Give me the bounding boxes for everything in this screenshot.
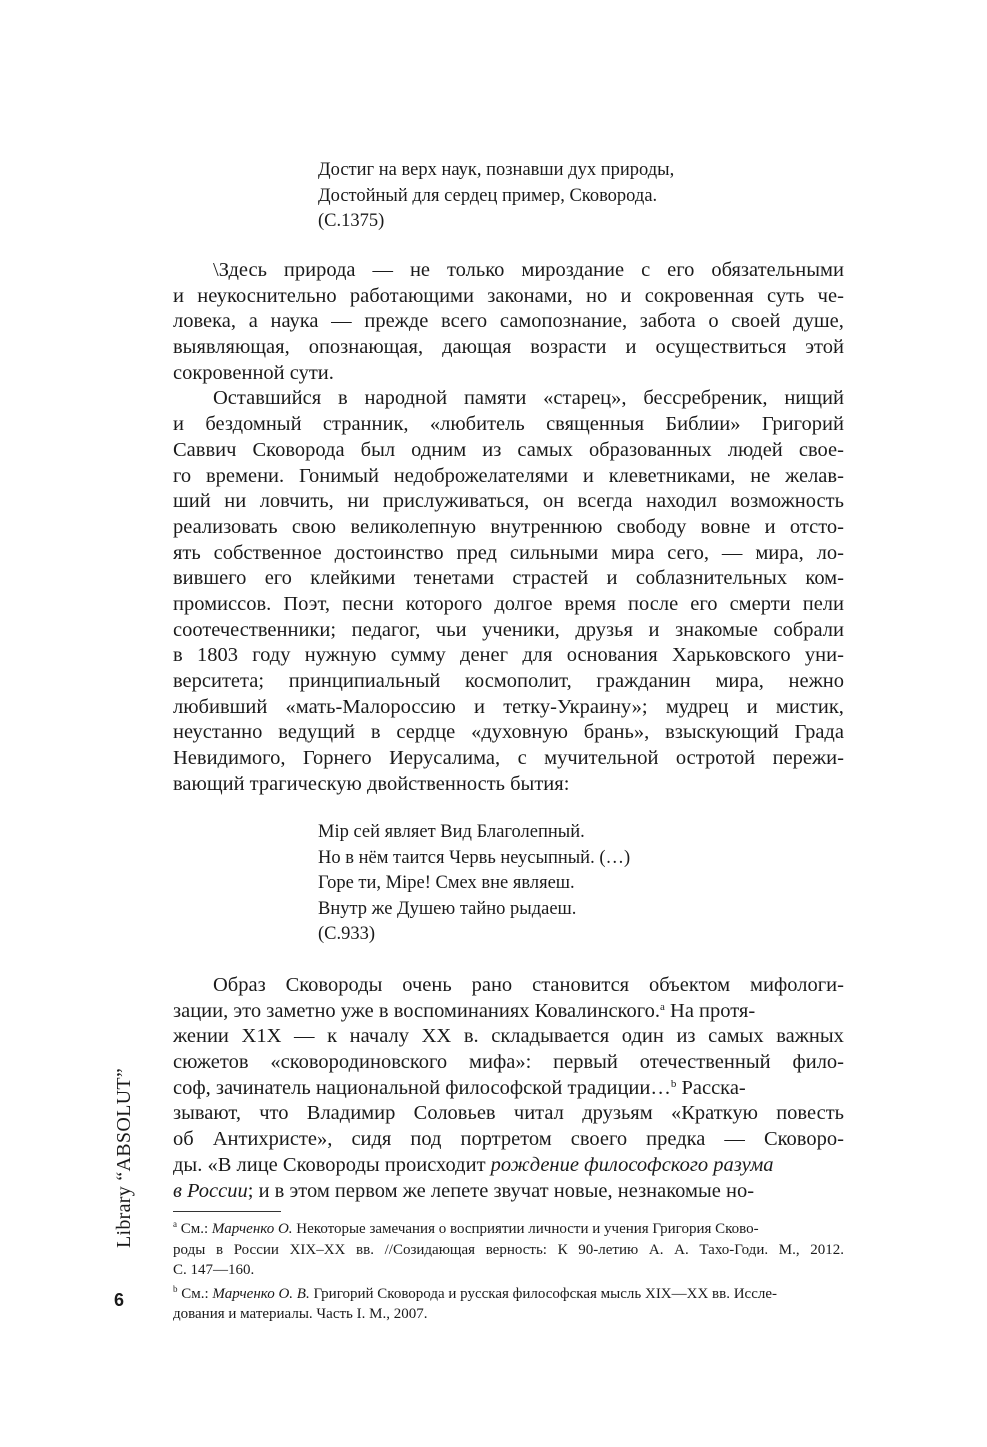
verse-line: Достиг на верх наук, познавши дух природы, <box>318 160 675 180</box>
body-text-block-1 <box>173 258 844 797</box>
paragraph-line: соотечественники; педагог, чьи ученики, друзья и знакомые собрали <box>173 618 844 641</box>
verse-citation: (С.1375) <box>318 211 385 231</box>
paragraph-line: верситета; принципиальный космополит, гражданин мира, нежно <box>173 670 844 692</box>
paragraph-line: и неукоснительно работающими законами, но и сокровенная суть че- <box>173 284 844 307</box>
paragraph-line: выявляющая, опознающая, дающая возрасти и осуществиться этой <box>173 336 844 359</box>
footnote-author: Марченко О. <box>211 1221 293 1237</box>
verse-line: Мір сей являет Вид Благолепный. <box>318 822 585 842</box>
footnote-ref-a[interactable]: a <box>660 1000 665 1013</box>
paragraph-line: Саввич Сковорода был одним из самых образованных людей свое- <box>173 438 844 461</box>
paragraph-line: промиссов. Поэт, песни которого долгое время после его смерти пели <box>173 592 844 615</box>
verse-line: Внутр же Душею тайно рыдаеш. <box>318 898 577 919</box>
footnote-author: Марченко О. В. <box>212 1285 310 1302</box>
paragraph-line: ловека, а наука — прежде всего самопознание, забота о своей душе, <box>173 310 844 333</box>
footnote-marker-a: a <box>173 1219 177 1230</box>
paragraph-line: зывают, что Владимир Соловьев читал друзьям «Краткую повесть <box>173 1102 844 1125</box>
verse-block-1 <box>318 158 674 235</box>
footnote-a-line: роды в России XIX–XX вв. //Созидающая верность: К 90-летию А. А. Тахо-Годи. М., 2012. <box>173 1241 844 1258</box>
paragraph-line: об Антихристе», сидя под портретом своего предка — Сковоро- <box>173 1128 844 1151</box>
verse-block-2 <box>318 820 630 948</box>
paragraph-line: и бездомный странник, «любитель священныя Библии» Григорий <box>173 413 844 436</box>
italic-phrase: в России <box>173 1179 248 1202</box>
paragraph-line: вающий трагическую двойственность бытия: <box>173 772 570 795</box>
footnote-b-line: $^b$ См.: Марченко О. В. Григорий Сковорода и русская философская мысль XIX—XX вв. Иссле- <box>173 1283 778 1302</box>
paragraph-line: \Здесь природа — не только мироздание с его обязательными <box>213 259 844 281</box>
paragraph-line: реализовать свою великолепную внутреннюю свободу вовне и отсто- <box>173 515 844 538</box>
paragraph-line: зации, это заметно уже в воспоминаниях Ковалинского.$^a$ На протя- <box>173 999 756 1022</box>
page-number: 6 <box>114 1290 125 1310</box>
verse-line: Достойный для сердец пример, Сковорода. <box>318 185 658 206</box>
footnote-b-line: дования и материалы. Часть I. М., 2007. <box>173 1306 428 1322</box>
paragraph-line: сокровенной сути. <box>173 361 334 384</box>
verse-citation: (С.933) <box>318 924 376 944</box>
paragraph-line: ший ни ловчить, ни прислуживаться, он всегда находил возможность <box>173 490 844 513</box>
body-text-block-2 <box>173 973 844 1204</box>
verse-line: Горе ти, Міре! Смех вне являеш. <box>318 873 575 893</box>
paragraph-line: соф, зачинатель национальной философской традиции…$^b$ Расска- <box>173 1076 746 1099</box>
paragraph-line: любивший «мать-Малороссию и тетку-Украину»; мудрец и мистик, <box>173 695 844 718</box>
paragraph-line: го времени. Гонимый недоброжелателями и клеветниками, не желав- <box>173 464 844 487</box>
paragraph-line: в России; и в этом первом же лепете звучат новые, незнакомые но- <box>173 1179 755 1202</box>
paragraph-line: вившего его клейкими тенетами страстей и соблазнительных ком- <box>173 567 844 590</box>
paragraph-line: Оставшийся в народной памяти «старец», бессребреник, нищий <box>213 387 844 410</box>
footnotes <box>173 1219 844 1325</box>
series-label: Library “ABSOLUT” <box>113 1067 135 1248</box>
footnote-ref-b[interactable]: b <box>670 1077 677 1090</box>
paragraph-line: ды. «В лице Сковороды происходит рождение философского разума <box>173 1153 774 1176</box>
footnote-a-line: С. 147—160. <box>173 1262 255 1278</box>
paragraph-line: Образ Сковороды очень рано становится объектом мифологи- <box>213 974 844 996</box>
paragraph-line: Невидимого, Горнего Иерусалима, с мучительной остротой пережи- <box>173 747 844 770</box>
italic-phrase: рождение философского разума <box>490 1153 774 1176</box>
paragraph-line: неустанно ведущий в сердце «духовную брань», взыскующий Града <box>173 721 844 744</box>
footnote-separator <box>173 1211 281 1212</box>
footnote-marker-b: b <box>173 1283 178 1294</box>
footnote-a-line: $^a$ См.: Марченко О. Некоторые замечания о восприятии личности и учения Григория Сково- <box>173 1219 759 1237</box>
verse-line: Но в нём таится Червь неусыпный. (…) <box>318 847 631 868</box>
paragraph-line: жении Х1Х — к началу ХХ в. складывается один из самых важных <box>173 1025 844 1048</box>
paragraph-line: сюжетов «сковородиновского мифа»: первый отечественный фило- <box>173 1051 844 1074</box>
paragraph-line: в 1803 году нужную сумму денег для основания Харьковского уни- <box>173 644 844 667</box>
paragraph-line: ять собственное достоинство пред сильными мира сего, — мира, ло- <box>173 541 844 564</box>
